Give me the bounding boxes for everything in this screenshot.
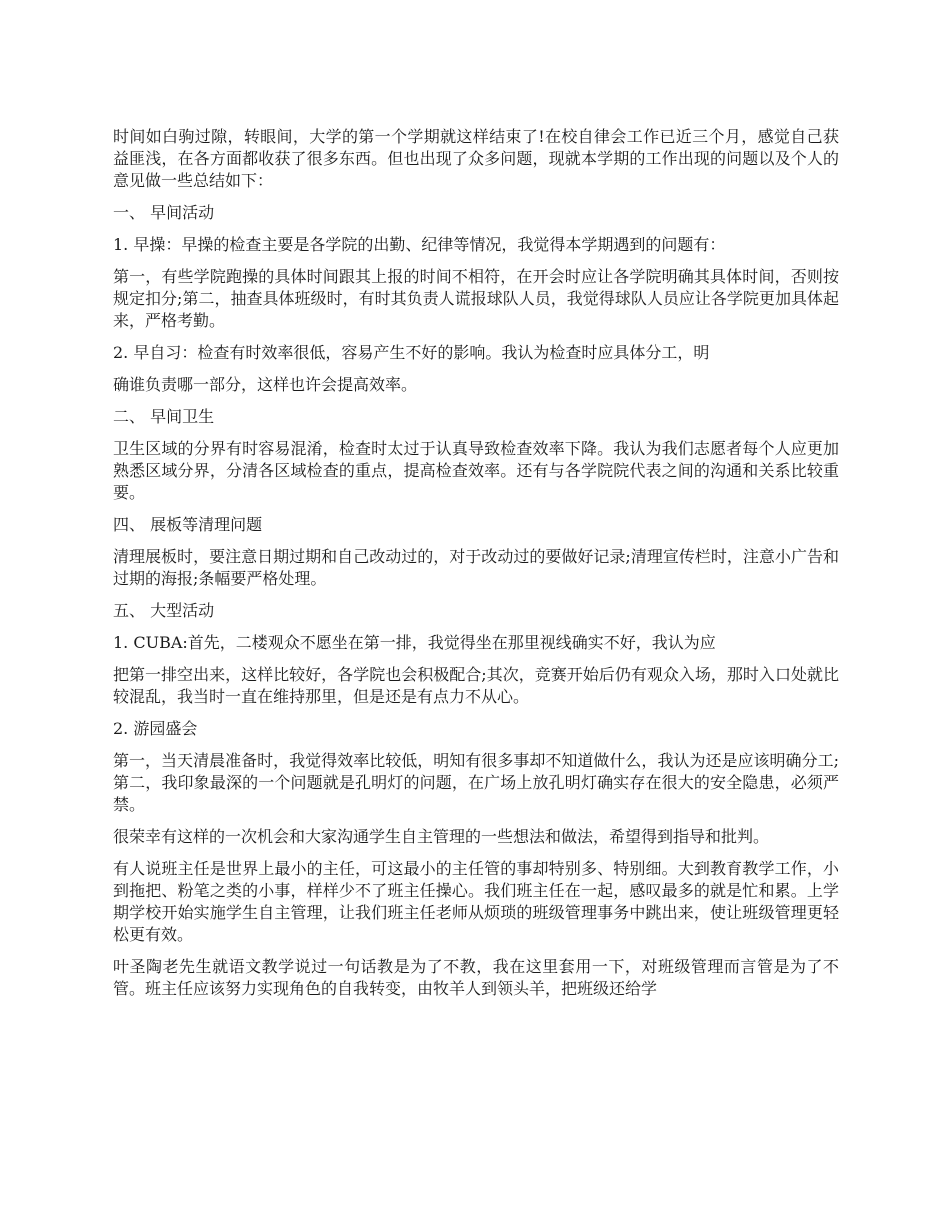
section-heading-morning-hygiene: 二、 早间卫生 xyxy=(113,407,215,426)
paragraph-hygiene: 卫生区域的分界有时容易混淆，检查时太过于认真导致检查效率下降。我认为我们志愿者每个人应更加熟悉区域分界，分清各区域检查的重点，提高检查效率。还有与各学院院代表之间的沟通和关系比较重要。 xyxy=(113,439,839,502)
paragraph-exercise-issues: 第一，有些学院跑操的具体时间跟其上报的时间不相符，在开会时应让各学院明确其具体时间，否则按规定扣分;第二，抽查具体班级时，有时其负责人谎报球队人员，我觉得球队人员应让各学院更加具体起来，严格考勤。 xyxy=(113,267,839,330)
paragraph-board-cleanup: 清理展板时，要注意日期过期和自己改动过的，对于改动过的要做好记录;清理宣传栏时，注意小广告和过期的海报;条幅要严格处理。 xyxy=(113,547,839,588)
item-cuba: 1. CUBA:首先，二楼观众不愿坐在第一排，我觉得坐在那里视线确实不好，我认为应 xyxy=(113,633,716,652)
section-heading-board-cleanup: 四、 展板等清理问题 xyxy=(113,515,263,534)
item-morning-study: 2. 早自习：检查有时效率很低，容易产生不好的影响。我认为检查时应具体分工，明 xyxy=(113,343,710,362)
item-garden-party: 2. 游园盛会 xyxy=(113,719,198,738)
paragraph-study-continued: 确谁负责哪一部分，这样也许会提高效率。 xyxy=(113,375,418,394)
paragraph-cuba-continued: 把第一排空出来，这样比较好，各学院也会积极配合;其次，竞赛开始后仍有观众入场，那时入口处就比较混乱，我当时一直在维持那里，但是还是有点力不从心。 xyxy=(113,665,839,706)
section-heading-morning-activities: 一、 早间活动 xyxy=(113,203,215,222)
document-body xyxy=(113,126,839,1010)
item-morning-exercise: 1. 早操：早操的检查主要是各学院的出勤、纪律等情况，我觉得本学期遇到的问题有： xyxy=(113,235,726,254)
paragraph-garden-party: 第一，当天清晨准备时，我觉得效率比较低，明知有很多事却不知道做什么，我认为还是应该明确分工;第二，我印象最深的一个问题就是孔明灯的问题，在广场上放孔明灯确实存在很大的安全隐患，必须严禁。 xyxy=(113,751,839,814)
paragraph-ye-shengtao: 叶圣陶老先生就语文教学说过一句话教是为了不教，我在这里套用一下，对班级管理而言管是为了不管。班主任应该努力实现角色的自我转变，由牧羊人到领头羊，把班级还给学 xyxy=(113,957,839,998)
section-heading-large-events: 五、 大型活动 xyxy=(113,601,215,620)
intro-paragraph: 时间如白驹过隙，转眼间，大学的第一个学期就这样结束了!在校自律会工作已近三个月，感觉自己获益匪浅，在各方面都收获了很多东西。但也出现了众多问题，现就本学期的工作出现的问题以及个人的意见做一些总结如下： xyxy=(113,127,839,190)
paragraph-gratitude: 很荣幸有这样的一次机会和大家沟通学生自主管理的一些想法和做法，希望得到指导和批判。 xyxy=(113,827,770,846)
paragraph-head-teacher: 有人说班主任是世界上最小的主任，可这最小的主任管的事却特别多、特别细。大到教育教学工作，小到拖把、粉笔之类的小事，样样少不了班主任操心。我们班主任在一起，感叹最多的就是忙和累。上学期学校开始实施学生自主管理，让我们班主任老师从烦琐的班级管理事务中跳出来，使让班级管理更轻松更有效。 xyxy=(113,859,839,944)
